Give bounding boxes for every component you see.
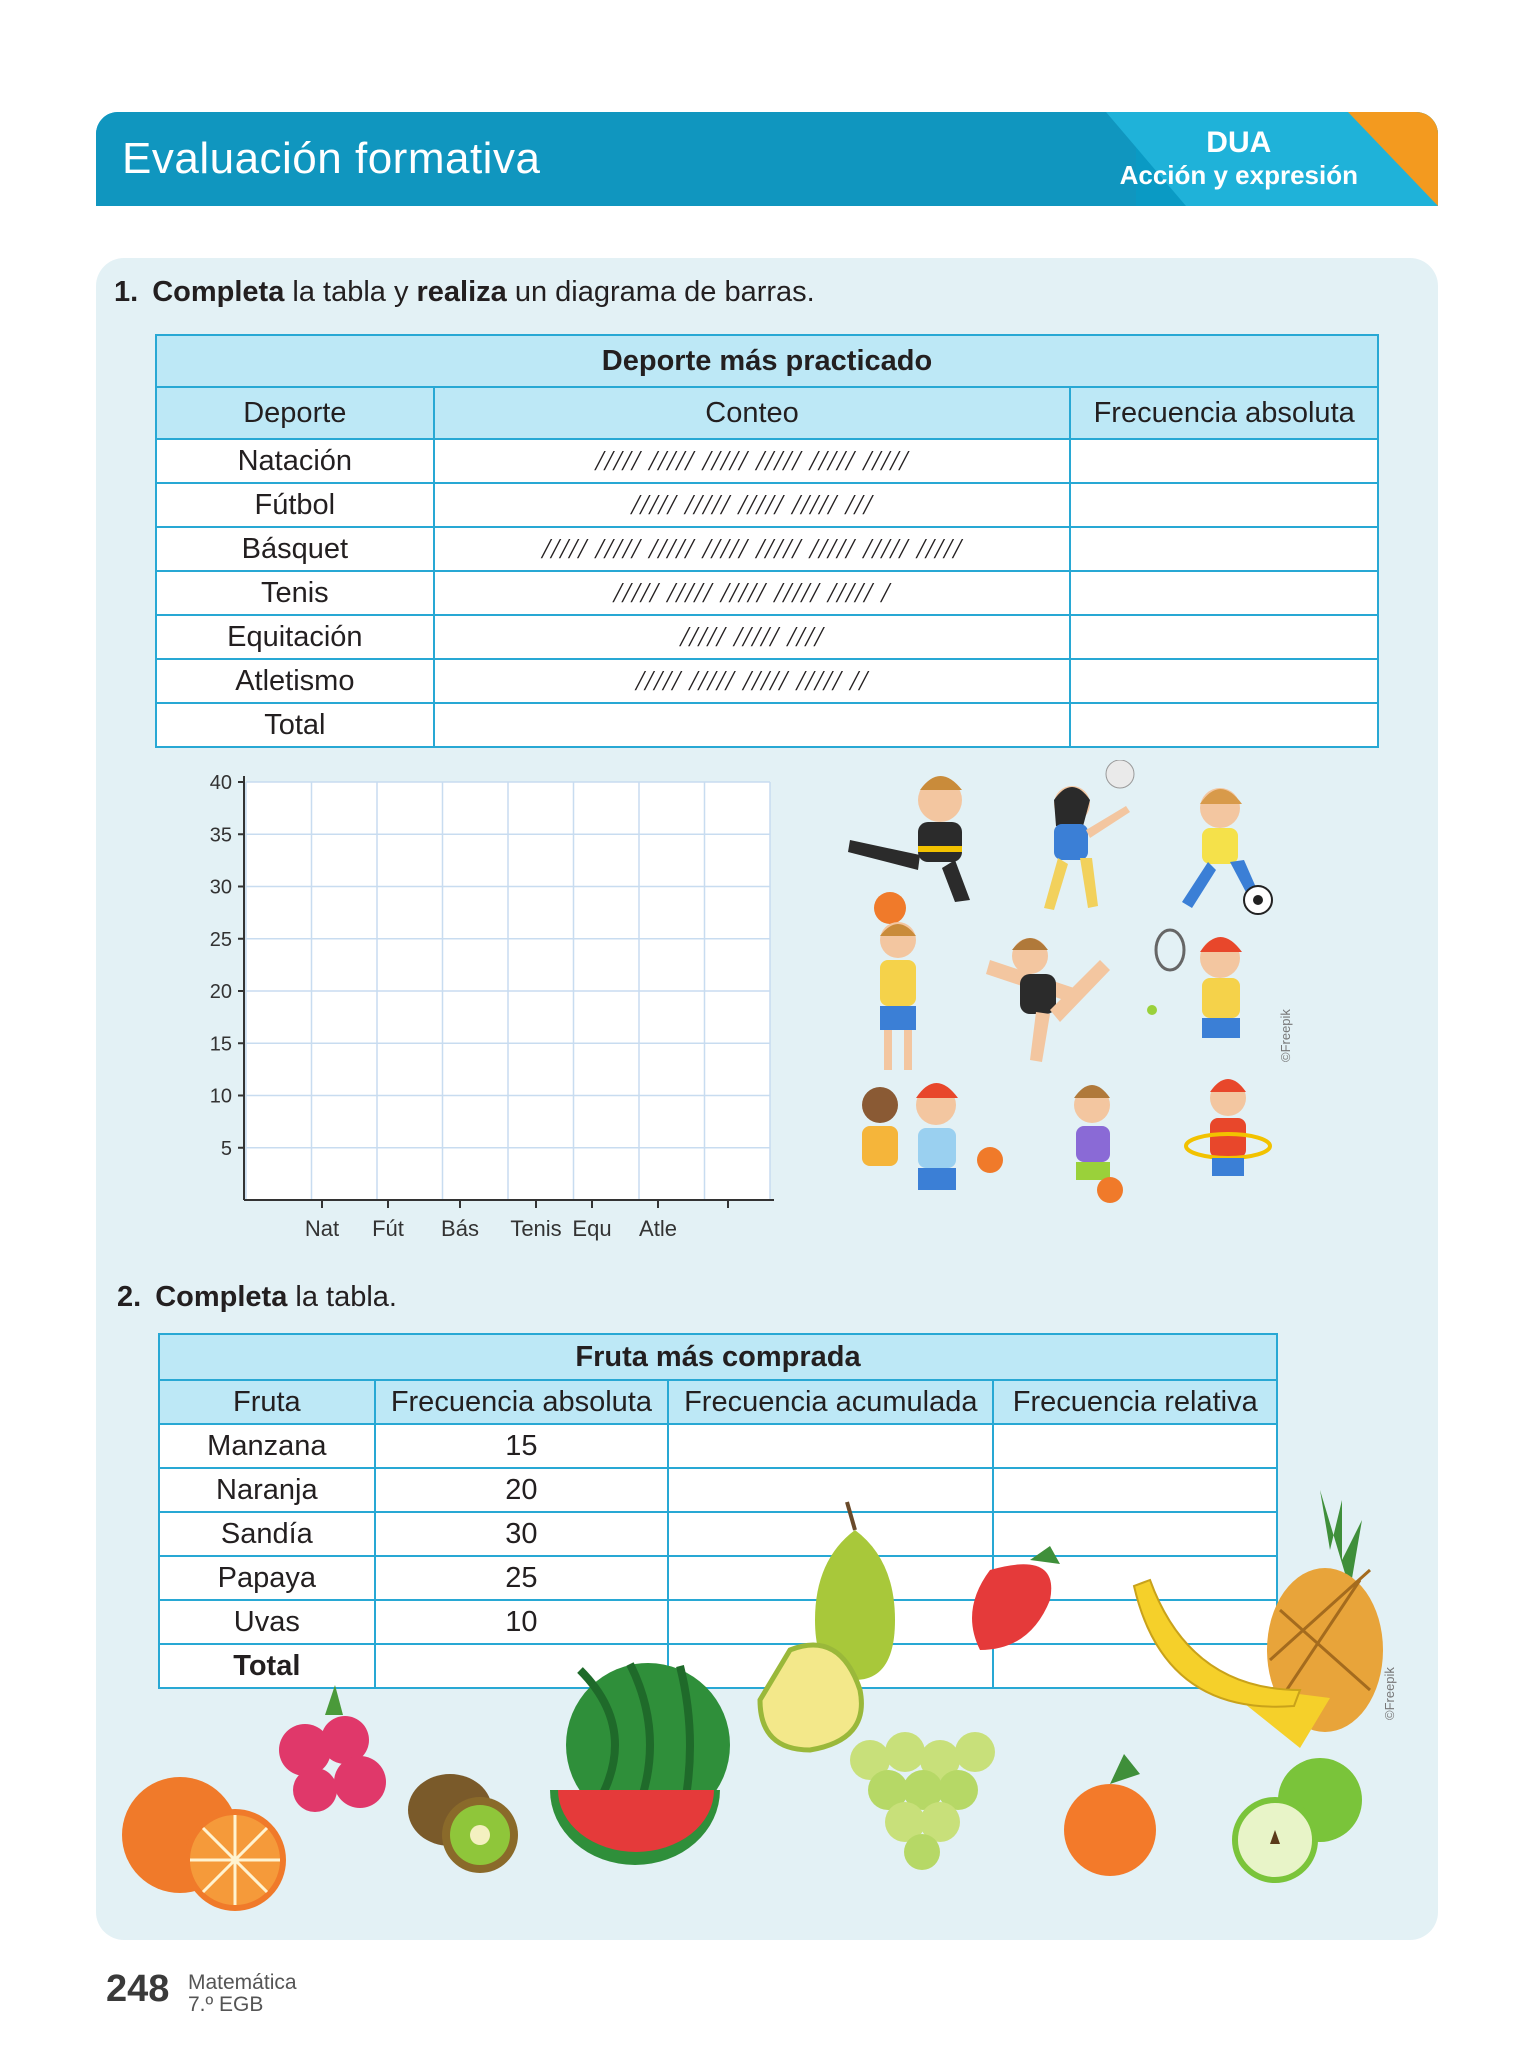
frequency-answer-cell[interactable]	[1070, 615, 1378, 659]
watermelon-icon	[550, 1663, 730, 1865]
chart-x-tick-label: Equ	[572, 1216, 612, 1241]
grade-level: 7.º EGB	[188, 1993, 264, 2016]
image-credit: ©Freepik	[1278, 1009, 1293, 1062]
chart-x-tick-label: Nat	[304, 1216, 340, 1241]
sport-name: Tenis	[156, 571, 434, 615]
table-title: Fruta más comprada	[159, 1334, 1277, 1380]
chart-y-tick-label: 15	[209, 1033, 232, 1056]
chart-x-tick-label: Atle	[639, 1216, 677, 1241]
instruction-verb: Completa	[152, 276, 285, 308]
column-header-count: Conteo	[434, 387, 1071, 439]
table-row-total	[156, 703, 1378, 747]
basketball-kids-icon	[862, 1083, 1003, 1190]
absolute-frequency: 10	[375, 1600, 668, 1644]
column-header-cumulative: Frecuencia acumulada	[668, 1380, 993, 1424]
absolute-frequency: 30	[375, 1512, 668, 1556]
tally-marks: ///// ///// ////	[434, 615, 1071, 659]
orange-icon	[122, 1777, 283, 1908]
chart-x-axis	[305, 1200, 728, 1241]
table-row	[156, 439, 1378, 483]
question-2	[117, 1281, 397, 1314]
total-count-cell[interactable]	[434, 703, 1071, 747]
table-row	[156, 571, 1378, 615]
chart-y-tick-label: 40	[209, 772, 232, 794]
tally-marks: ///// ///// ///// ///// //	[434, 659, 1071, 703]
table-row	[156, 527, 1378, 571]
column-header-fruit: Fruta	[159, 1380, 375, 1424]
fruit-name: Sandía	[159, 1512, 375, 1556]
question-1	[114, 276, 815, 309]
volleyball-girl-icon	[1044, 760, 1134, 910]
sports-kids-illustration	[840, 760, 1300, 1220]
bar-chart[interactable]	[150, 760, 790, 1250]
relative-answer-cell[interactable]	[993, 1424, 1277, 1468]
sport-name: Básquet	[156, 527, 434, 571]
chart-x-tick-label: Fút	[372, 1216, 404, 1241]
fruit-name: Manzana	[159, 1424, 375, 1468]
pear-icon	[760, 1502, 895, 1750]
table-row	[159, 1424, 1277, 1468]
sport-name: Atletismo	[156, 659, 434, 703]
chart-x-tick-label: Tenis	[510, 1216, 562, 1241]
header-banner	[96, 112, 1438, 206]
cumulative-answer-cell[interactable]	[668, 1424, 993, 1468]
sports-table	[155, 334, 1379, 748]
sport-name: Equitación	[156, 615, 434, 659]
column-header-sport: Deporte	[156, 387, 434, 439]
fruit-name: Naranja	[159, 1468, 375, 1512]
frequency-answer-cell[interactable]	[1070, 439, 1378, 483]
chart-grid	[244, 776, 774, 1200]
chart-y-tick-label: 20	[209, 981, 232, 1003]
absolute-frequency: 25	[375, 1556, 668, 1600]
column-header-absolute: Frecuencia absoluta	[375, 1380, 668, 1424]
chart-y-tick-label: 10	[209, 1085, 232, 1108]
chart-y-axis	[210, 772, 244, 1160]
absolute-frequency: 15	[375, 1424, 668, 1468]
kiwi-icon	[408, 1774, 518, 1873]
tally-marks: ///// ///// ///// ///// ///// /	[434, 571, 1071, 615]
chart-y-tick-label: 35	[209, 824, 232, 847]
hula-hoop-boy-icon	[1186, 1079, 1270, 1176]
frequency-answer-cell[interactable]	[1070, 527, 1378, 571]
frequency-answer-cell[interactable]	[1070, 483, 1378, 527]
tally-marks: ///// ///// ///// ///// ///	[434, 483, 1071, 527]
column-header-relative: Frecuencia relativa	[993, 1380, 1277, 1424]
question-number: 1.	[114, 276, 139, 308]
tennis-boy-icon	[1147, 930, 1242, 1038]
instruction-verb: realiza	[416, 276, 507, 308]
dua-label: DUA	[1206, 126, 1272, 159]
basketball-boy-icon	[874, 892, 916, 1070]
tally-marks: ///// ///// ///// ///// ///// /////	[434, 439, 1071, 483]
instruction-text: la tabla.	[287, 1281, 397, 1313]
chart-y-tick-label: 25	[209, 928, 232, 951]
table-row	[156, 659, 1378, 703]
karate-kid-icon	[848, 776, 970, 902]
gymnast-girl-icon	[986, 938, 1110, 1062]
football-girl-icon	[1074, 1085, 1123, 1203]
tally-marks: ///// ///// ///// ///// ///// ///// ///// /////	[434, 527, 1071, 571]
image-credit: ©Freepik	[1382, 1667, 1397, 1720]
subject-name: Matemática	[188, 1971, 297, 1994]
dua-subtitle: Acción y expresión	[1119, 160, 1358, 190]
instruction-text: la tabla y	[284, 276, 417, 308]
page-number: 248	[106, 1968, 170, 2010]
column-header-frequency: Frecuencia absoluta	[1070, 387, 1378, 439]
total-label: Total	[156, 703, 434, 747]
peach-icon	[1064, 1754, 1156, 1876]
page-title: Evaluación formativa	[122, 134, 541, 183]
table-row	[156, 615, 1378, 659]
raspberry-icon	[279, 1685, 386, 1812]
instruction-verb: Completa	[155, 1281, 288, 1313]
pineapple-icon	[1220, 1490, 1383, 1748]
grapes-icon	[850, 1732, 995, 1870]
fruit-name: Papaya	[159, 1556, 375, 1600]
instruction-text: un diagrama de barras.	[506, 276, 815, 308]
table-title: Deporte más practicado	[156, 335, 1378, 387]
table-row	[156, 483, 1378, 527]
sport-name: Natación	[156, 439, 434, 483]
footer-subject	[188, 1972, 297, 2016]
soccer-girl-icon	[1182, 788, 1272, 914]
apple-icon	[1235, 1758, 1362, 1880]
frequency-answer-cell[interactable]	[1070, 571, 1378, 615]
fruits-illustration	[110, 1490, 1410, 1930]
sport-name: Fútbol	[156, 483, 434, 527]
absolute-frequency: 20	[375, 1468, 668, 1512]
frequency-answer-cell[interactable]	[1070, 659, 1378, 703]
chart-x-tick-label: Bás	[441, 1216, 479, 1241]
total-frequency-cell[interactable]	[1070, 703, 1378, 747]
chart-y-tick-label: 5	[220, 1137, 232, 1160]
chart-y-tick-label: 30	[209, 876, 232, 899]
strawberry-icon	[972, 1546, 1060, 1650]
dua-badge	[1120, 126, 1358, 190]
total-label: Total	[159, 1644, 375, 1688]
fruit-name: Uvas	[159, 1600, 375, 1644]
question-number: 2.	[117, 1281, 142, 1313]
